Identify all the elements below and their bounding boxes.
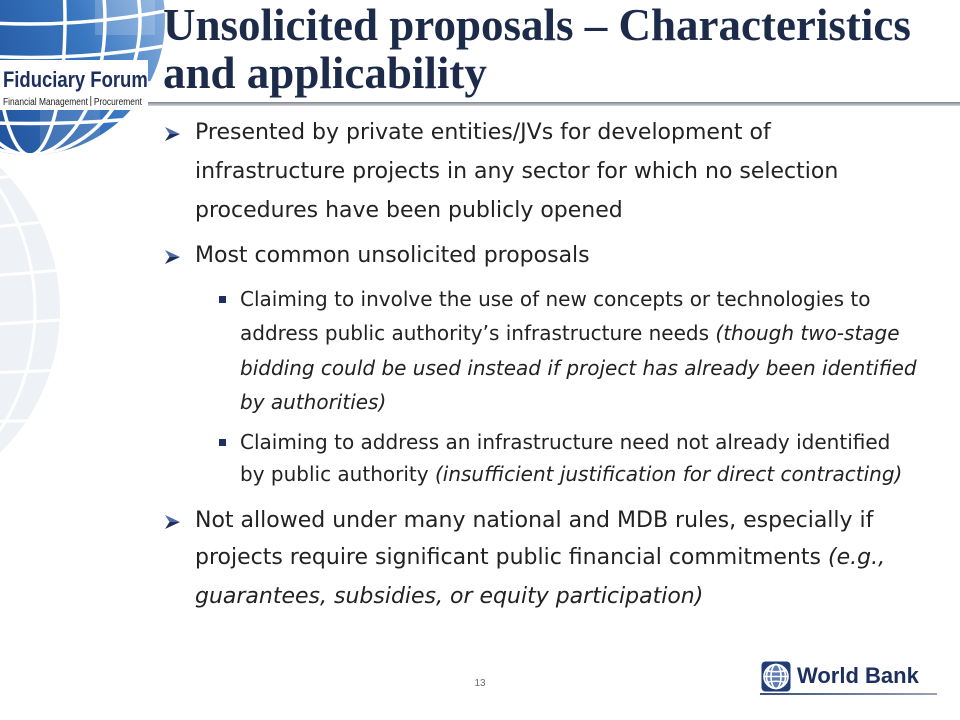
sub-bullet-line	[240, 460, 902, 488]
bullet-line	[195, 157, 838, 187]
sub-bullet-note: (insufficient justification for direct contracting)	[434, 462, 903, 486]
bullet-note: (e.g.,	[828, 545, 886, 570]
arrow-bullet-icon	[164, 249, 181, 265]
bullet-text: Most common unsolicited proposals	[195, 243, 590, 268]
title-divider	[148, 102, 960, 106]
sub-bullet-text: Claiming to involve the use of new concepts or technologies to	[240, 287, 871, 311]
bullet-line	[195, 506, 873, 536]
sub-bullet-note: (though two-stage	[715, 321, 900, 345]
slide-title-line-2: and applicability	[163, 48, 487, 98]
bullet-text: procedures have been publicly opened	[195, 198, 623, 223]
bullet-line	[195, 241, 590, 271]
world-bank-logo-text: World Bank	[797, 663, 919, 688]
slide-title-line-1: Unsolicited proposals – Characteristics	[163, 0, 911, 50]
sub-bullet-line	[240, 319, 900, 347]
arrow-bullet-icon	[164, 514, 181, 530]
sub-bullet-line	[240, 354, 917, 382]
bullet-line	[195, 196, 623, 226]
sub-bullet-line	[240, 388, 386, 416]
sub-bullet-line	[240, 428, 890, 456]
logo-tagline-divider	[91, 96, 92, 106]
bullet-text: Not allowed under many national and MDB rules, especially if	[195, 508, 874, 533]
square-bullet-icon	[219, 439, 226, 446]
page-number: 13	[474, 678, 486, 689]
arrow-bullet-icon	[164, 126, 181, 142]
sub-bullet-line	[240, 285, 870, 313]
footer-logo-underline	[760, 693, 937, 695]
bullet-line	[195, 582, 703, 612]
logo-tagline	[3, 96, 142, 109]
bullet-text: Presented by private entities/JVs for development of	[195, 120, 771, 145]
logo-name: Fiduciary Forum	[3, 67, 148, 92]
world-bank-globe-icon	[761, 661, 791, 692]
bullet-line	[195, 118, 771, 148]
logo-tagline-left: Financial Management	[3, 97, 88, 108]
sub-bullet-note: by authorities)	[240, 390, 387, 414]
logo-tagline-right: Procurement	[93, 97, 142, 108]
square-bullet-icon	[219, 296, 226, 303]
sub-bullet-text: address public authority’s infrastructure needs	[240, 321, 710, 345]
bullet-line	[195, 543, 885, 573]
bullet-note: guarantees, subsidies, or equity participation)	[195, 584, 704, 609]
sub-bullet-note: bidding could be used instead if project has already been identified	[240, 356, 917, 380]
bullet-text: infrastructure projects in any sector for which no selection	[195, 159, 839, 184]
sub-bullet-text: Claiming to address an infrastructure need not already identified	[240, 430, 891, 454]
bullet-text: projects require significant public financial commitments	[195, 545, 821, 570]
sub-bullet-text: by public authority	[240, 462, 429, 486]
